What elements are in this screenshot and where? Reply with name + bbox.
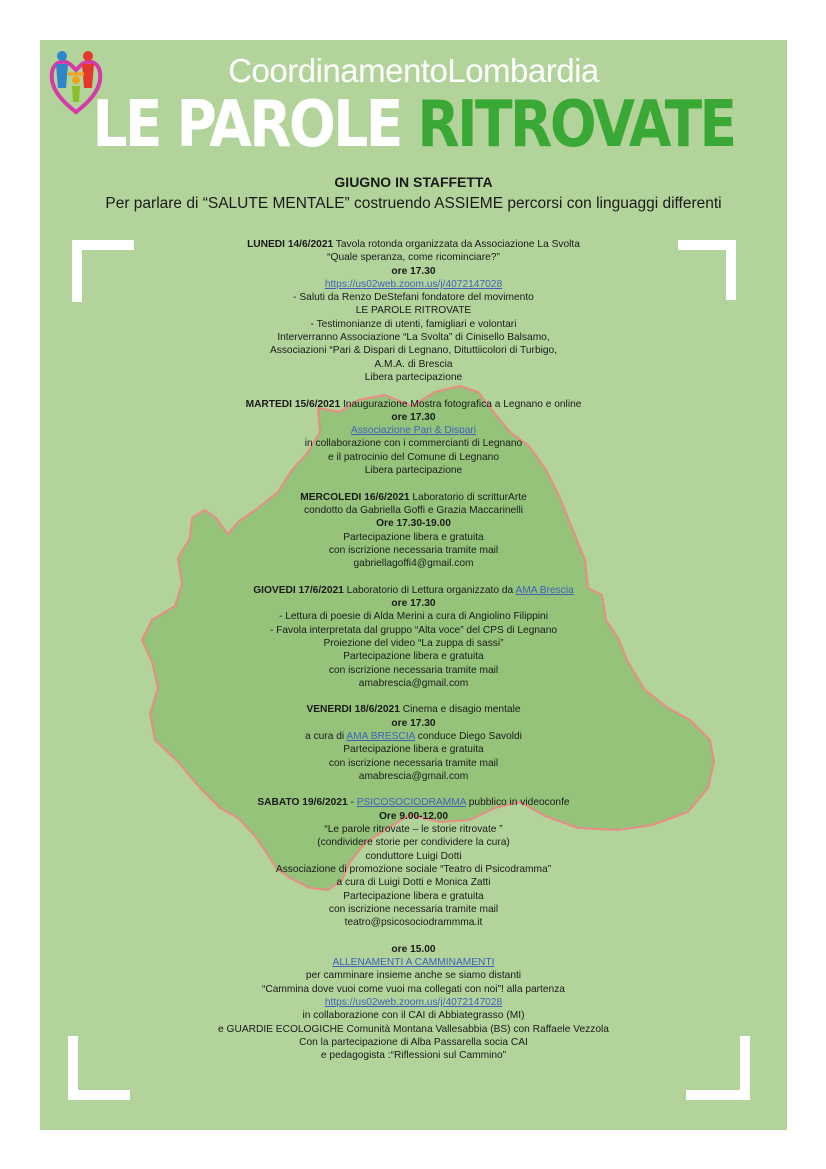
event-text: gabriellagoffi4@gmail.com (353, 558, 474, 570)
event-text: Libera partecipazione (364, 465, 463, 477)
event-text: - Saluti da Renzo DeStefani fondatore del movimento (293, 292, 534, 304)
event-text: conduttore Luigi Dotti (365, 850, 462, 862)
event-text: in collaborazione con il CAI di Abbiategrasso (MI) (302, 1010, 525, 1022)
event-text: Libera partecipazione (364, 371, 463, 383)
event-line (40, 265, 787, 278)
event-bold-text: SABATO 19/6/2021 (257, 797, 348, 809)
event-line (40, 823, 787, 836)
event-bold-text: ore 17.30 (391, 598, 436, 610)
event-line (40, 557, 787, 570)
main-title (92, 88, 735, 162)
event-text: - Lettura di poesie di Alda Merini a cura di Angiolino Filippini (279, 611, 548, 623)
event-link[interactable]: PSICOSOCIODRAMMA (356, 797, 466, 809)
event-line (40, 916, 787, 929)
event-line (40, 437, 787, 450)
event-line (40, 304, 787, 317)
event-link[interactable]: AMA BRESCIA (346, 730, 415, 742)
tagline: Per parlare di “SALUTE MENTALE” costruendo ASSIEME percorsi con linguaggi differenti (105, 195, 722, 212)
event-line (40, 517, 787, 530)
event-text: Partecipazione libera e gratuita (343, 651, 484, 663)
event-line (40, 331, 787, 344)
event-text: e pedagogista :“Riflessioni sul Cammino” (320, 1050, 507, 1062)
event-text: (condividere storie per condividere la cura) (317, 837, 510, 849)
event-line (40, 730, 787, 743)
event-text: Laboratorio di scritturArte (409, 491, 527, 503)
event-text: Interverranno Associazione “La Svolta” di Cinisello Balsamo, (277, 332, 550, 344)
event-line (40, 650, 787, 663)
event-text: Cinema e disagio mentale (399, 704, 521, 716)
event-block (40, 584, 787, 690)
event-text: Associazioni “Pari & Dispari di Legnano, Dituttiicolori di Turbigo, (269, 345, 558, 357)
event-line (40, 398, 787, 411)
event-block (40, 796, 787, 929)
event-line (40, 969, 787, 982)
event-text: amabrescia@gmail.com (358, 770, 469, 782)
event-link[interactable]: AMA Brescia (515, 584, 574, 596)
event-line (40, 491, 787, 504)
event-text: Partecipazione libera e gratuita (343, 744, 484, 756)
event-line (40, 890, 787, 903)
event-block (40, 943, 787, 1063)
event-line (40, 344, 787, 357)
event-line (40, 664, 787, 677)
event-block (40, 398, 787, 478)
event-line (40, 464, 787, 477)
corner-bl-h (68, 1090, 130, 1100)
event-line (40, 956, 787, 969)
event-text: Laboratorio di Lettura organizzato da (343, 584, 516, 596)
event-bold-text: ore 17.30 (391, 265, 436, 277)
event-block (40, 703, 787, 783)
event-line (40, 836, 787, 849)
event-link[interactable]: https://us02web.zoom.us/j/4072147028 (324, 278, 503, 290)
main-title-white: LE PAROLE (92, 88, 401, 162)
event-text: “Cammina dove vuoi come vuoi ma collegati con noi”! alla partenza (262, 983, 565, 995)
event-text: - Favola interpretata dal gruppo “Alta voce” del CPS di Legnano (269, 624, 558, 636)
event-text: con iscrizione necessaria tramite mail (328, 757, 499, 769)
event-text: condotto da Gabriella Goffi e Grazia Maccarinelli (304, 504, 523, 516)
event-bold-text: ore 15.00 (391, 943, 436, 955)
event-line (40, 717, 787, 730)
event-bold-text: MARTEDI 15/6/2021 (245, 398, 341, 410)
event-line (40, 1009, 787, 1022)
event-bold-text: Ore 17.30-19.00 (376, 518, 451, 530)
event-line (40, 504, 787, 517)
event-link[interactable]: https://us02web.zoom.us/j/4072147028 (324, 996, 503, 1008)
event-text: in collaborazione con i commercianti di Legnano (304, 438, 523, 450)
event-line (40, 411, 787, 424)
event-line (40, 703, 787, 716)
event-line (40, 371, 787, 384)
event-text: Tavola rotonda organizzata da Associazione La Svolta (333, 239, 580, 250)
event-line (40, 624, 787, 637)
event-bold-text: MERCOLEDI 16/6/2021 (300, 491, 410, 503)
event-text: Partecipazione libera e gratuita (343, 890, 484, 902)
event-line (40, 810, 787, 823)
event-text: Con la partecipazione di Alba Passarella socia CAI (299, 1036, 528, 1048)
event-line (40, 251, 787, 264)
event-bold-text: ore 17.30 (391, 717, 436, 729)
event-line (40, 983, 787, 996)
event-line (40, 903, 787, 916)
event-text: con iscrizione necessaria tramite mail (328, 664, 499, 676)
event-bold-text: ore 17.30 (391, 411, 436, 423)
event-line (40, 876, 787, 889)
event-text: “Le parole ritrovate – le storie ritrovate ” (324, 824, 503, 836)
event-line (40, 278, 787, 291)
corner-br-h (686, 1090, 750, 1100)
event-bold-text: Ore 9.00-12.00 (378, 810, 449, 822)
event-text: LE PAROLE RITROVATE (355, 305, 472, 317)
event-line (40, 996, 787, 1009)
event-line (40, 677, 787, 690)
event-text: teatro@psicosociodrammma.it (344, 917, 483, 929)
event-text: con iscrizione necessaria tramite mail (328, 544, 499, 556)
event-link[interactable]: ALLENAMENTI A CAMMINAMENTI (332, 957, 495, 969)
event-bold-text: LUNEDI 14/6/2021 (247, 239, 334, 250)
main-title-green: RITROVATE (417, 88, 735, 162)
event-text: e GUARDIE ECOLOGICHE Comunità Montana Vallesabbia (BS) con Raffaele Vezzola (218, 1023, 609, 1035)
event-line (40, 1049, 787, 1062)
event-text: e il patrocinio del Comune di Legnano (327, 451, 500, 463)
event-text: Proiezione del video “La zuppa di sassi” (323, 637, 504, 649)
event-line (40, 863, 787, 876)
event-line (40, 531, 787, 544)
event-line (40, 424, 787, 437)
event-line (40, 291, 787, 304)
event-line (40, 238, 787, 251)
event-bold-text: VENERDI 18/6/2021 (306, 704, 400, 716)
event-link[interactable]: Associazione Pari & Dispari (350, 425, 477, 437)
event-line (40, 584, 787, 597)
event-line (40, 943, 787, 956)
event-text: Partecipazione libera e gratuita (343, 531, 484, 543)
event-line (40, 637, 787, 650)
event-block (40, 491, 787, 571)
event-text: conduce Diego Savoldi (414, 730, 522, 742)
coordinamento-title: CoordinamentoLombardia (228, 52, 599, 89)
event-line (40, 597, 787, 610)
event-text: con iscrizione necessaria tramite mail (328, 903, 499, 915)
event-text: Inaugurazione Mostra fotografica a Legnano e online (340, 398, 582, 410)
event-text: per camminare insieme anche se siamo distanti (305, 970, 522, 982)
event-line (40, 544, 787, 557)
event-text: a cura di Luigi Dotti e Monica Zatti (336, 877, 491, 889)
event-text: Associazione di promozione sociale “Teatro di Psicodramma” (275, 863, 552, 875)
event-text: “Quale speranza, come ricominciare?” (327, 252, 500, 264)
event-text: a cura di (305, 730, 347, 742)
event-line (40, 1023, 787, 1036)
event-block (40, 238, 787, 384)
event-bold-text: GIOVEDI 17/6/2021 (253, 584, 344, 596)
event-text: - (347, 797, 357, 809)
event-line (40, 318, 787, 331)
event-line (40, 358, 787, 371)
event-line (40, 743, 787, 756)
event-line (40, 451, 787, 464)
event-line (40, 757, 787, 770)
event-line (40, 850, 787, 863)
events-list (40, 238, 787, 1076)
event-text: - Testimonianze di utenti, famigliari e volontari (310, 318, 517, 330)
event-text: amabrescia@gmail.com (358, 677, 469, 689)
poster (40, 40, 787, 1130)
event-line (40, 1036, 787, 1049)
event-line (40, 770, 787, 783)
event-line (40, 610, 787, 623)
event-text: pubblico in videoconfe (465, 797, 570, 809)
subtitle: GIUGNO IN STAFFETTA (334, 174, 493, 190)
event-text: A.M.A. di Brescia (374, 358, 453, 370)
event-line (40, 796, 787, 809)
